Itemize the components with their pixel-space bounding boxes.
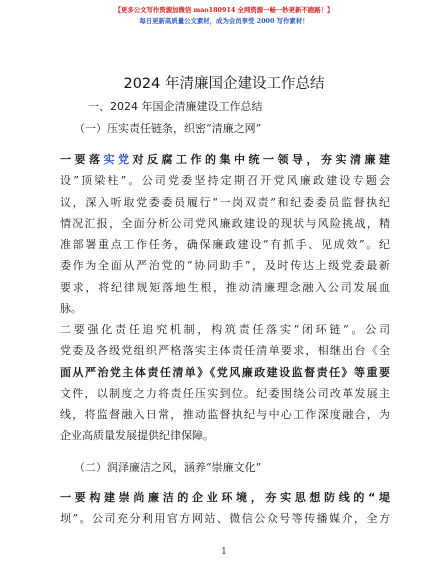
paragraph-1-line: 准部署重点工作任务，确保廉政建设“有抓手、见成效”。纪 [60,238,390,252]
page-number: 1 [221,547,227,557]
paragraph-1-line [60,149,390,170]
paragraph-3 [60,487,390,530]
paragraph-2 [60,319,390,447]
paragraph-1-line: 议，深入听取党委委员履行“一岗双责”和纪委委员监督执纪 [60,195,390,209]
paragraph-3-line: 一要构建崇尚廉洁的企业环境，夯实思想防线的“堤 [60,491,390,504]
subsection-heading-2: （二）润泽廉洁之风，涵养“崇廉文化” [74,461,262,474]
document-title: 2024 年清廉国企建设工作总结 [123,76,325,92]
paragraph-1-line: 情况汇报，全面分析公司党风廉政建设的现状与风险挑战，精 [60,216,390,230]
subsection-heading-1: （一）压实责任链条，织密“清廉之网” [74,122,262,135]
paragraph-2-line: 面从严治党主体责任清单》《党风廉政建设监督责任》等重要 [60,365,390,379]
paragraph-1-line: 要求，将纪律规矩落地生根，推动清廉理念融入公司发展血 [60,280,390,294]
paragraph-1-line: 委作为全面从严治党的“协同助手”，及时传达上级党委最新 [60,259,390,273]
lead-text: 一要落实党对反腐工作的集中统一领导，夯实清廉建 [60,153,390,166]
paragraph-3-line: 坝”。公司充分利用官方网站、微信公众号等传播媒介，全方 [60,512,390,526]
promo-banner-line-1: 【更多公文写作资源加微信 mao180914 全网资源一畅一秒更新不跑路！】 [114,6,334,14]
paragraph-1 [60,149,390,319]
paragraph-2-line: 线，将监督融入日常，推动监督执纪与中心工作深度融合，为 [60,408,390,422]
paragraph-1-line: 脉。 [60,302,82,316]
paragraph-2-line: 企业高质量发展提供纪律保障。 [60,429,214,443]
paragraph-1-line: 设”顶梁柱”。公司党委坚持定期召开党风廉政建设专题会 [60,174,390,188]
paragraph-2-line: 党委及各级党组织严格落实主体责任清单要求，相继出台《全 [60,344,390,358]
paragraph-2-line: 文件，以制度之力将责任压实到位。纪委围绕公司改革发展主 [60,386,390,400]
paragraph-2-line: 二要强化责任追究机制，构筑责任落实“闭环链”。公司 [60,323,390,336]
promo-banner-line-2: 每日更新高质量公文素材，成为会员享受 2000 写作素材！ [139,17,309,25]
section-heading: 一、2024 年国企清廉建设工作总结 [88,100,263,113]
